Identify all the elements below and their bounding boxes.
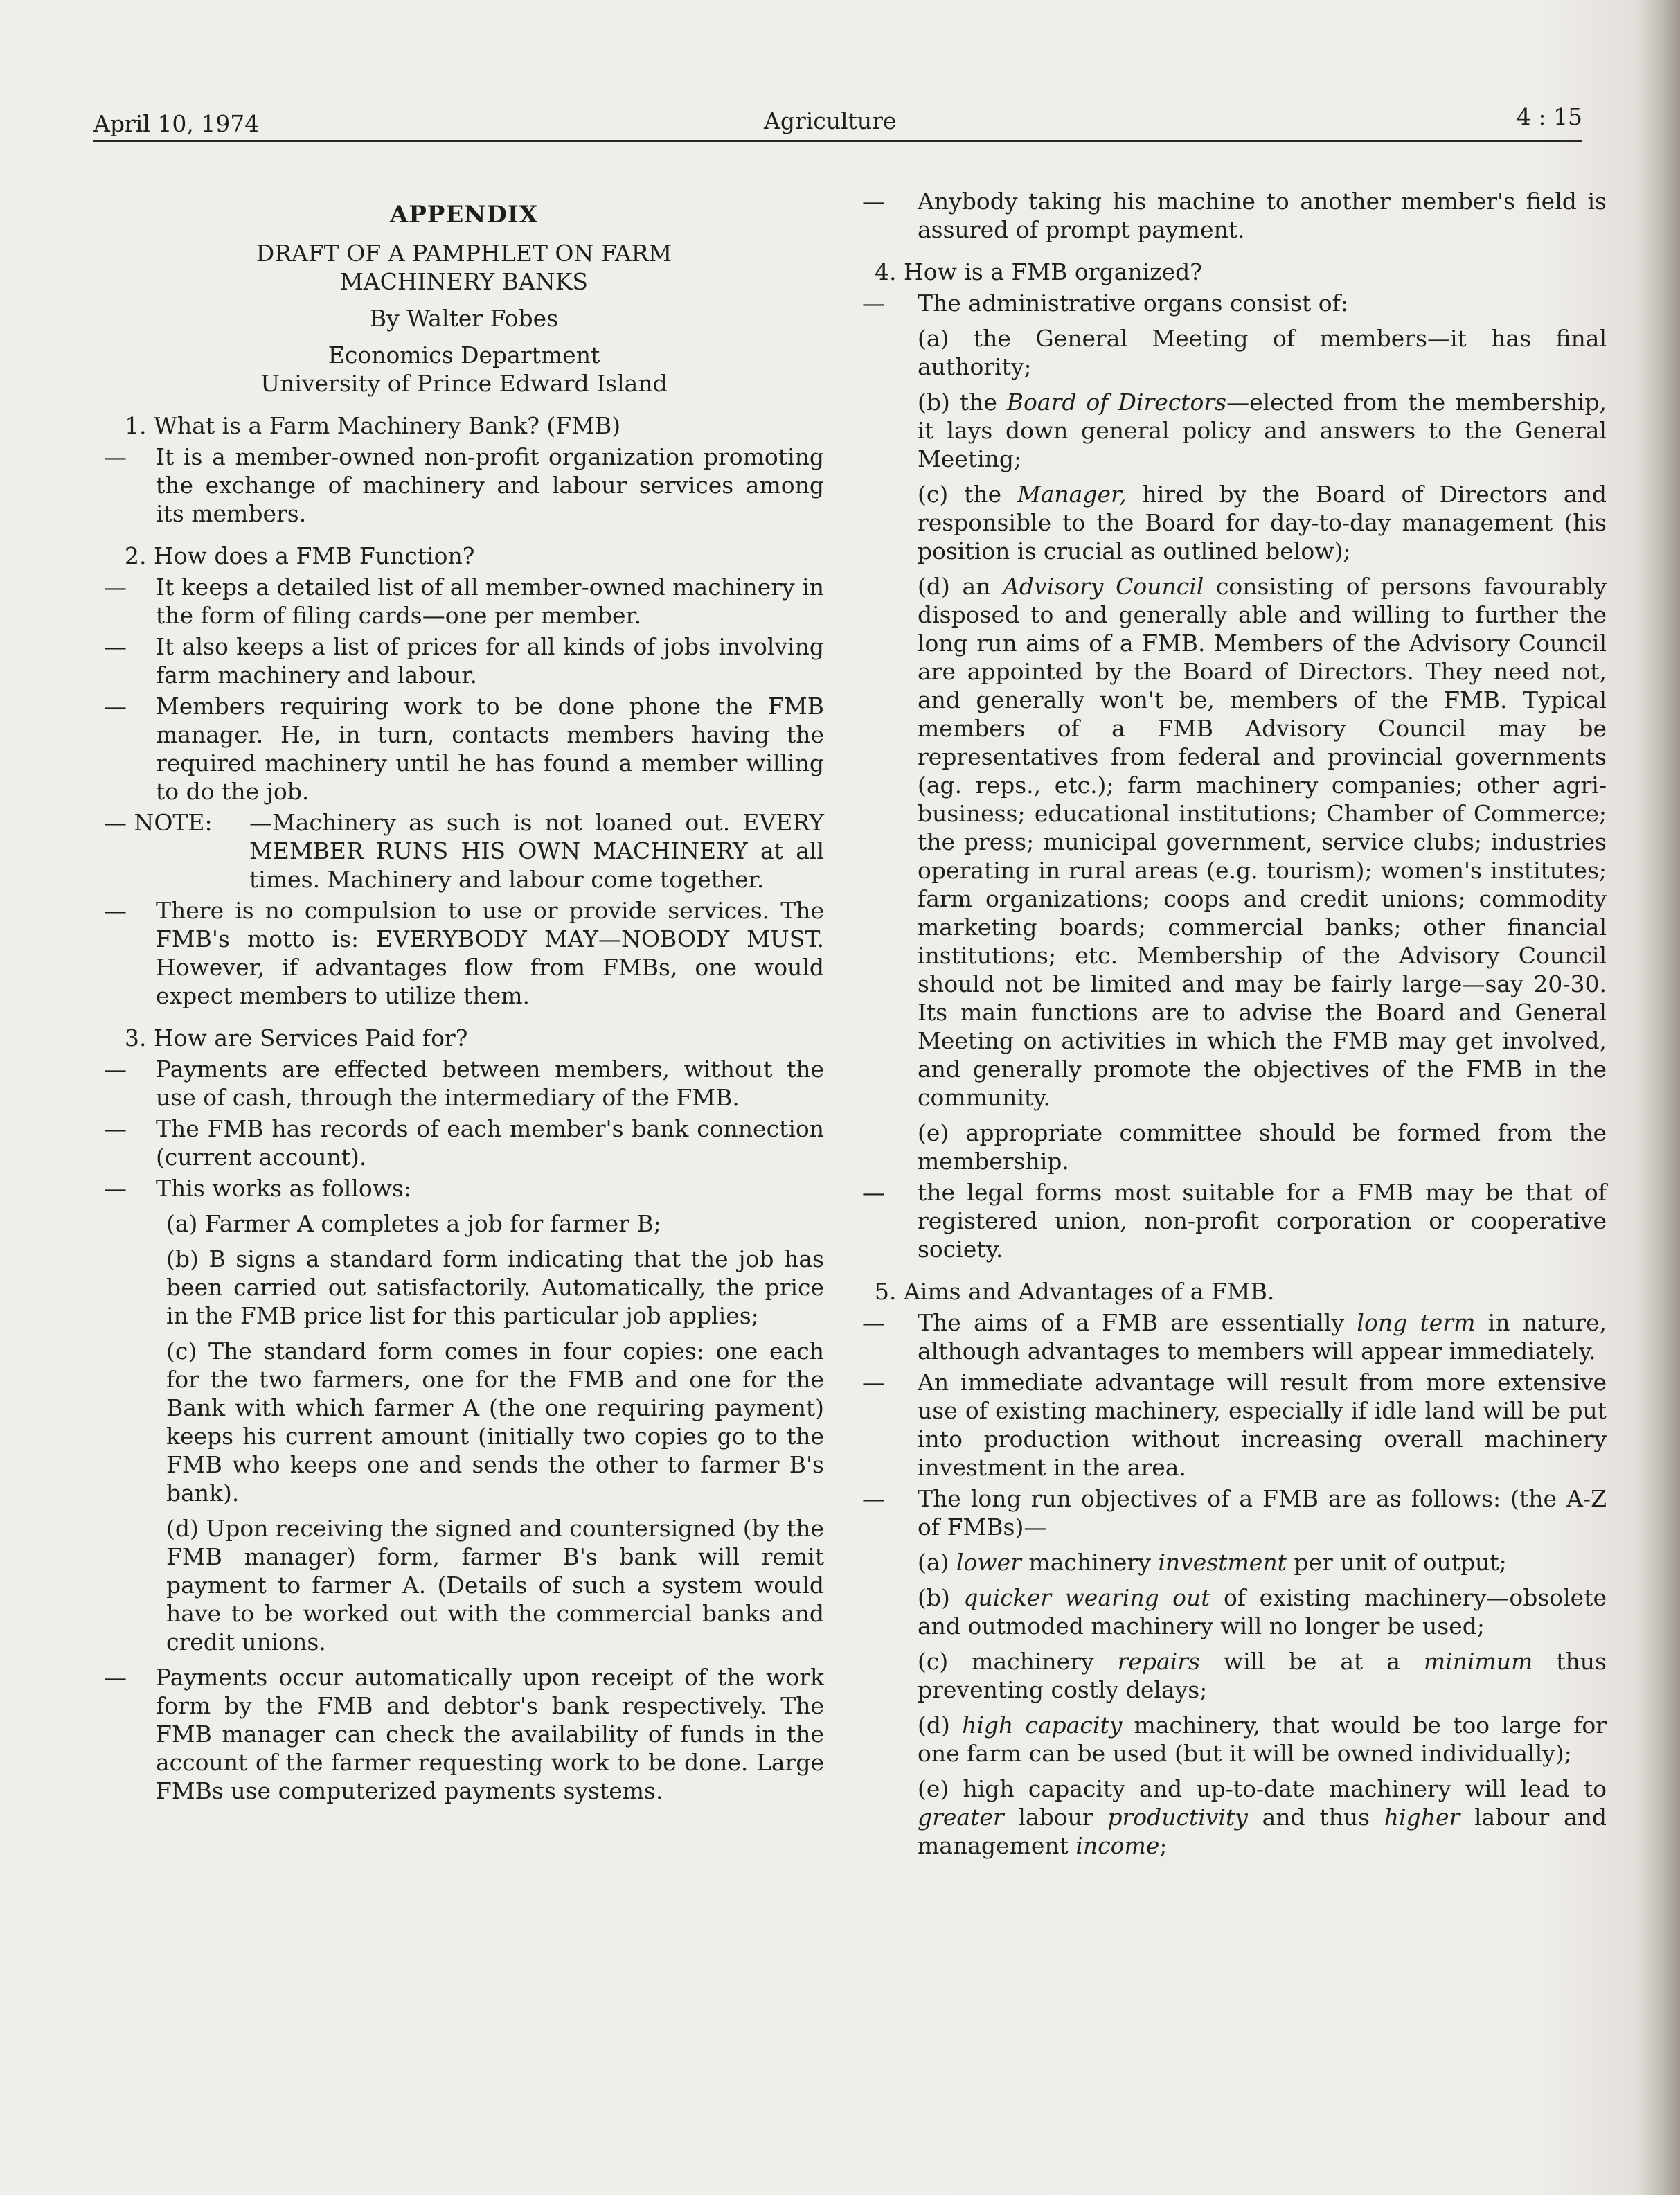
header-section: Agriculture — [764, 107, 897, 134]
dash-mark: — — [104, 443, 127, 470]
dash-mark: — — [104, 1175, 127, 1202]
department-line: Economics Department — [328, 341, 600, 368]
objective-c: (c) machinery repairs will be at a minimum thus preventing costly delays; — [918, 1648, 1607, 1703]
dash-mark: — — [862, 1179, 885, 1206]
bullet: — There is no compulsion to use or provide services. The FMB's motto is: EVERYBODY MAY—NOBODY MUST. However, if advantages flow from FMBs, one would expect members to utilize them. — [104, 897, 824, 1009]
sub-item-d: (d) Upon receiving the signed and countersigned (by the FMB manager) form, farmer B's bank will remit payment to farmer A. (Details of such a system would have to be worked out with the commercial banks and credit unions. — [166, 1515, 824, 1655]
dash-mark: — — [104, 633, 127, 660]
objective-e: (e) high capacity and up-to-date machinery will lead to greater labour productivity and thus higher labour and management income; — [918, 1775, 1607, 1859]
dash-mark: — — [862, 290, 885, 317]
title-line-2: MACHINERY BANKS — [340, 268, 588, 295]
sub-item-d: (d) an Advisory Council consisting of persons favourably disposed to and generally able and willing to further the long run aims of a FMB. Members of the Advisory Council are appointed by the Board of Directors. They need not, and generally won't be, members of the FMB. Typical members of a FMB Advisory Council may be representatives from federal and provincial governments (ag. reps., etc.); farm machinery companies; other agri-business; educational institutions; Chamber of Commerce; the press; municipal government, service clubs; industries operating in rural areas (e.g. tourism); women's institutes; farm organizations; coops and credit unions; commodity marketing boards; commercial banks; other financial institutions; etc. Membership of the Advisory Council should not be limited and may be fairly large—say 20-30. Its main functions are to advise the Board and General Meeting on activities in which the FMB may get involved, and generally promote the objectives of the FMB in the community. — [918, 573, 1607, 1111]
question-3: 3. How are Services Paid for? — [125, 1024, 468, 1051]
sub-item-e: (e) appropriate committee should be formed from the membership. — [918, 1119, 1607, 1175]
bullet: — It keeps a detailed list of all member-owned machinery in the form of filing cards—one per member. — [104, 574, 824, 629]
dash-mark: — — [862, 188, 885, 215]
question-1: 1. What is a Farm Machinery Bank? (FMB) — [125, 412, 621, 439]
note-paragraph: — NOTE: —Machinery as such is not loaned out. EVERY MEMBER RUNS HIS OWN MACHINERY at all times. Machinery and labour come together. — [104, 809, 824, 893]
note-label: — NOTE: — [104, 809, 213, 836]
binding-edge-shadow — [1638, 0, 1680, 2195]
header-page-number: 4 : 15 — [1516, 103, 1582, 130]
bullet: — The administrative organs consist of: — [862, 290, 1348, 317]
dash-mark: — — [862, 1309, 885, 1336]
bullet: — The aims of a FMB are essentially long term in nature, although advantages to members will appear immediately. — [862, 1309, 1607, 1365]
dash-mark: — — [862, 1485, 885, 1512]
objective-d: (d) high capacity machinery, that would be too large for one farm can be used (but it will be owned individually); — [918, 1712, 1607, 1767]
objective-b: (b) quicker wearing out of existing machinery—obsolete and outmoded machinery will no longer be used; — [918, 1584, 1607, 1639]
right-column — [862, 187, 1607, 1860]
dash-mark: — — [104, 1056, 127, 1083]
sub-item-b: (b) B signs a standard form indicating that the job has been carried out satisfactorily. Automatically, the price in the FMB price list for this particular job applies; — [166, 1245, 824, 1329]
question-2: 2. How does a FMB Function? — [125, 542, 475, 569]
sub-item-c: (c) the Manager, hired by the Board of Directors and responsible to the Board for day-to-day management (his position is crucial as outlined below); — [918, 481, 1607, 565]
bullet: — the legal forms most suitable for a FMB may be that of registered union, non-profit corporation or cooperative society. — [862, 1179, 1607, 1263]
bullet: — It is a member-owned non-profit organization promoting the exchange of machinery and labour services among its members. — [104, 443, 824, 527]
bullet: — The FMB has records of each member's bank connection (current account). — [104, 1115, 824, 1171]
header-date: April 10, 1974 — [93, 110, 260, 137]
page-header — [93, 104, 1582, 142]
question-4: 4. How is a FMB organized? — [875, 258, 1202, 285]
bullet: — Anybody taking his machine to another member's field is assured of prompt payment. — [862, 188, 1607, 243]
bullet: — Payments are effected between members, without the use of cash, through the intermediary of the FMB. — [104, 1056, 824, 1111]
bullet: — This works as follows: — [104, 1175, 412, 1202]
dash-mark: — — [862, 1369, 885, 1396]
dash-mark: — — [104, 1664, 127, 1691]
sub-item-a: (a) the General Meeting of members—it has final authority; — [918, 325, 1607, 380]
sub-item-a: (a) Farmer A completes a job for farmer B; — [166, 1210, 661, 1237]
dash-mark: — — [104, 1115, 127, 1142]
bullet: — Payments occur automatically upon receipt of the work form by the FMB and debtor's bank respectively. The FMB manager can check the availability of funds in the account of the farmer requesting work to be done. Large FMBs use computerized payments systems. — [104, 1664, 824, 1804]
question-5: 5. Aims and Advantages of a FMB. — [875, 1278, 1275, 1305]
title-line-1: DRAFT OF A PAMPHLET ON FARM — [256, 240, 672, 267]
sub-item-b: (b) the Board of Directors—elected from the membership, it lays down general policy and answers to the General Meeting; — [918, 389, 1607, 472]
left-column — [104, 187, 824, 1808]
bullet: — It also keeps a list of prices for all kinds of jobs involving farm machinery and labour. — [104, 633, 824, 688]
university-line: University of Prince Edward Island — [260, 370, 668, 397]
appendix-heading: APPENDIX — [389, 201, 539, 229]
author-line: By Walter Fobes — [369, 305, 559, 332]
bullet: — The long run objectives of a FMB are as follows: (the A-Z of FMBs)— — [862, 1485, 1607, 1540]
objective-a: (a) lower machinery investment per unit of output; — [918, 1549, 1507, 1576]
dash-mark: — — [104, 693, 127, 720]
dash-mark: — — [104, 897, 127, 924]
bullet: — Members requiring work to be done phone the FMB manager. He, in turn, contacts members having the required machinery until he has found a member willing to do the job. — [104, 693, 824, 805]
bullet: — An immediate advantage will result from more extensive use of existing machinery, especially if idle land will be put into production without increasing overall machinery investment in the area. — [862, 1369, 1607, 1481]
dash-mark: — — [104, 574, 127, 601]
sub-item-c: (c) The standard form comes in four copies: one each for the two farmers, one for the FMB and one for the Bank with which farmer A (the one requiring payment) keeps his current amount (initially two copies go to the FMB who keeps one and sends the other to farmer B's bank). — [166, 1338, 824, 1507]
